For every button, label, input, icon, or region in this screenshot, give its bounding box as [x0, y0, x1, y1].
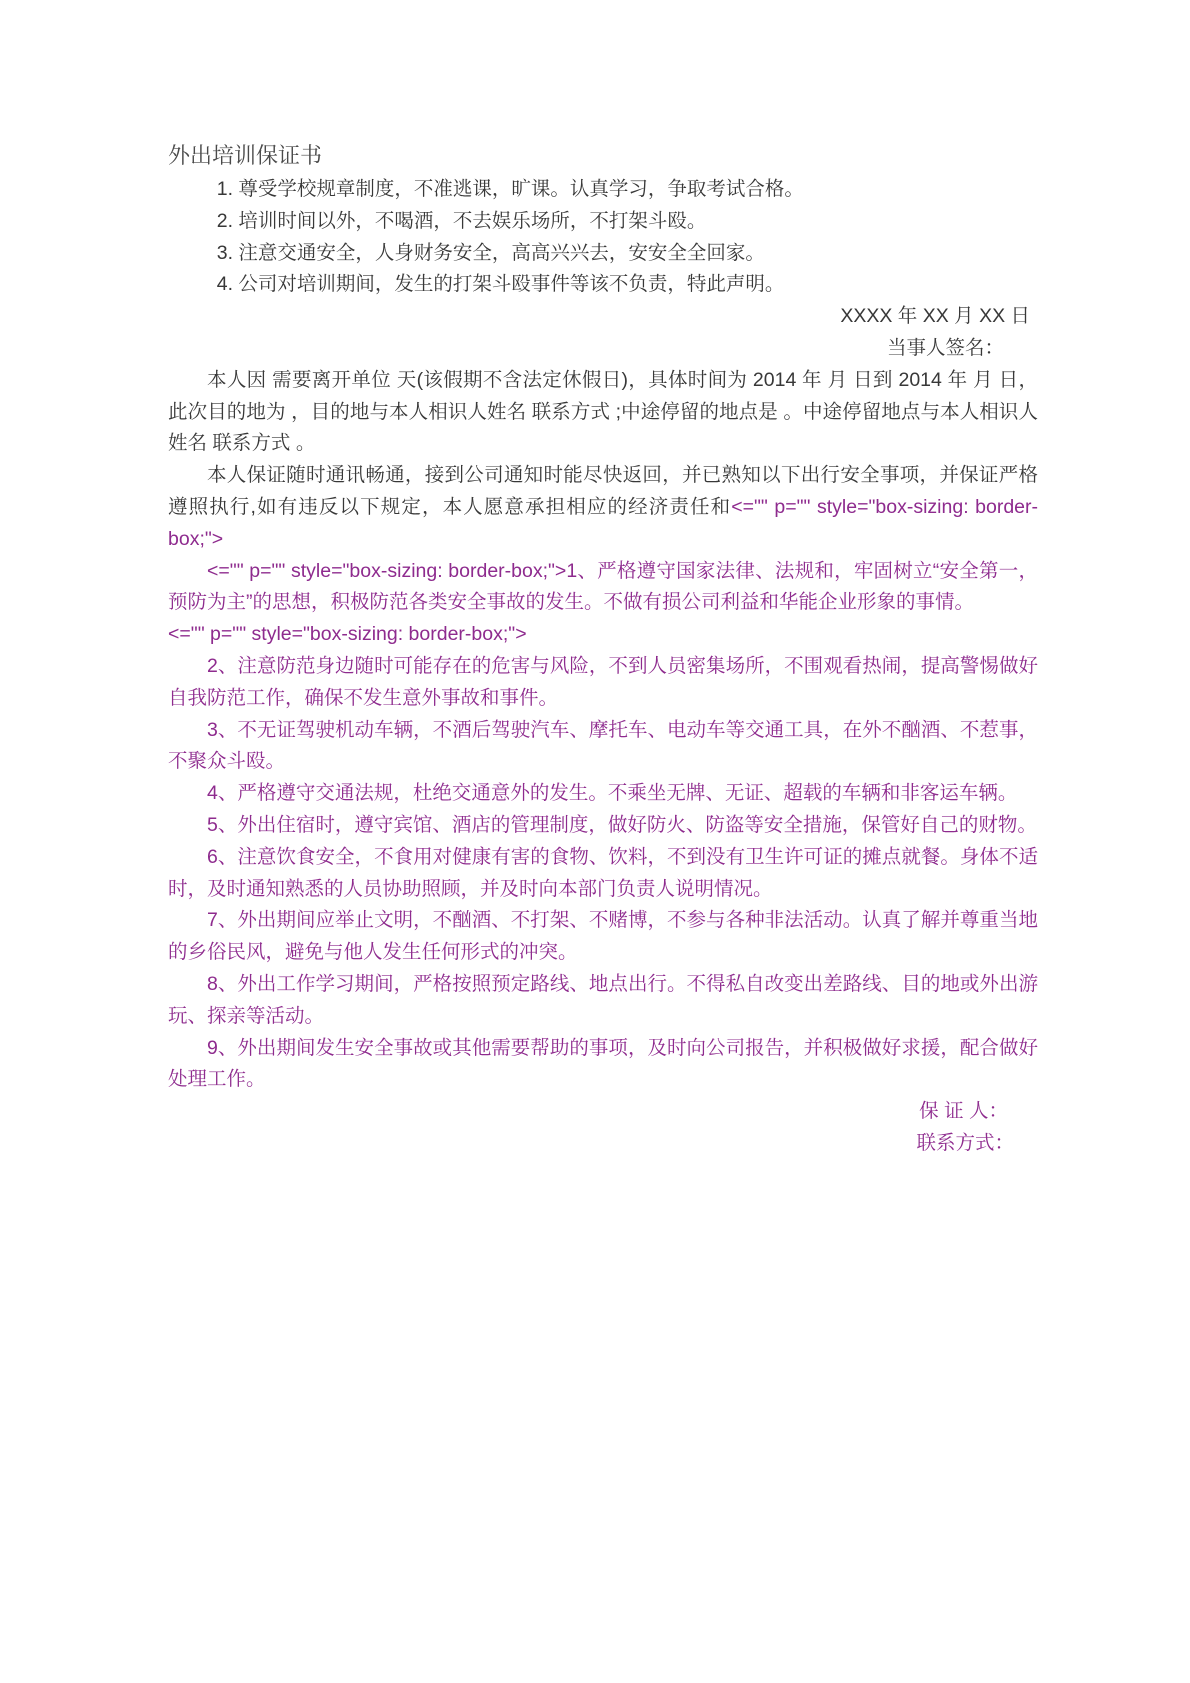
stray-markup-prefix: <="" p="" style="box-sizing: border-box;"> — [207, 559, 567, 582]
safety-rule-2: 2、注意防范身边随时可能存在的危害与风险，不到人员密集场所，不围观看热闹，提高警惕做好自我防范工作，确保不发生意外事故和事件。 — [168, 654, 1038, 709]
safety-rule-5: 5、外出住宿时，遵守宾馆、酒店的管理制度，做好防火、防盗等安全措施，保管好自己的财物。 — [207, 813, 1037, 836]
safety-rule-9: 9、外出期间发生安全事故或其他需要帮助的事项，及时向公司报告，并积极做好求援，配合做好处理工作。 — [168, 1036, 1038, 1091]
pledge-item-3: 3. 注意交通安全，人身财务安全，高高兴兴去，安安全全回家。 — [216, 241, 765, 264]
safety-rule-3: 3、不无证驾驶机动车辆，不酒后驾驶汽车、摩托车、电动车等交通工具，在外不酗酒、不惹事，不聚众斗殴。 — [168, 718, 1038, 773]
document-content — [168, 138, 1038, 1160]
page-title: 外出培训保证书 — [168, 143, 323, 168]
guarantor-label: 保 证 人： — [919, 1100, 1008, 1123]
safety-rule-7: 7、外出期间应举止文明，不酗酒、不打架、不赌博，不参与各种非法活动。认真了解并尊重当地的乡俗民风，避免与他人发生任何形式的冲突。 — [168, 909, 1038, 964]
stray-markup-inline: <="" p="" style="box-sizing: border-box;"> — [168, 495, 1039, 550]
safety-rule-6: 6、注意饮食安全，不食用对健康有害的食物、饮料，不到没有卫生许可证的摊点就餐。身体不适时，及时通知熟悉的人员协助照顾，并及时向本部门负责人说明情况。 — [168, 845, 1038, 900]
safety-rule-1-text: 1、严格遵守国家法律、法规和，牢固树立“安全第一，预防为主”的思想，积极防范各类安全事故的发生。不做有损公司利益和华能企业形象的事情。 — [168, 559, 1039, 614]
party-signature-label: 当事人签名： — [886, 336, 1004, 359]
promise-paragraph — [168, 460, 1038, 555]
safety-rule-4: 4、严格遵守交通法规，杜绝交通意外的发生。不乘坐无牌、无证、超载的车辆和非客运车辆。 — [207, 782, 1018, 805]
leave-info-paragraph: 本人因 需要离开单位 天(该假期不含法定休假日)，具体时间为 2014 年 月 日到 2014 年 月 日，此次目的地为 ，目的地与本人相识人姓名 联系方式 ;中途停留的地点是 。中途停留地点与本人相识人姓名 联系方式 。 — [168, 368, 1038, 455]
contact-label: 联系方式： — [916, 1131, 1014, 1154]
stray-markup-line: <="" p="" style="box-sizing: border-box;"> — [168, 623, 527, 646]
date-line: XXXX 年 XX 月 XX 日 — [840, 305, 1030, 328]
pledge-item-1: 1. 尊受学校规章制度，不准逃课，旷课。认真学习，争取考试合格。 — [216, 178, 804, 200]
safety-rule-1 — [168, 556, 1038, 620]
safety-rule-8: 8、外出工作学习期间，严格按照预定路线、地点出行。不得私自改变出差路线、目的地或外出游玩、探亲等活动。 — [168, 972, 1038, 1027]
pledge-item-2: 2. 培训时间以外，不喝酒，不去娱乐场所，不打架斗殴。 — [216, 209, 707, 232]
pledge-item-4: 4. 公司对培训期间，发生的打架斗殴事件等该不负责，特此声明。 — [216, 273, 785, 296]
promise-text: 本人保证随时通讯畅通，接到公司通知时能尽快返回，并已熟知以下出行安全事项，并保证严格遵照执行,如有违反以下规定，本人愿意承担相应的经济责任和 — [168, 464, 1038, 518]
